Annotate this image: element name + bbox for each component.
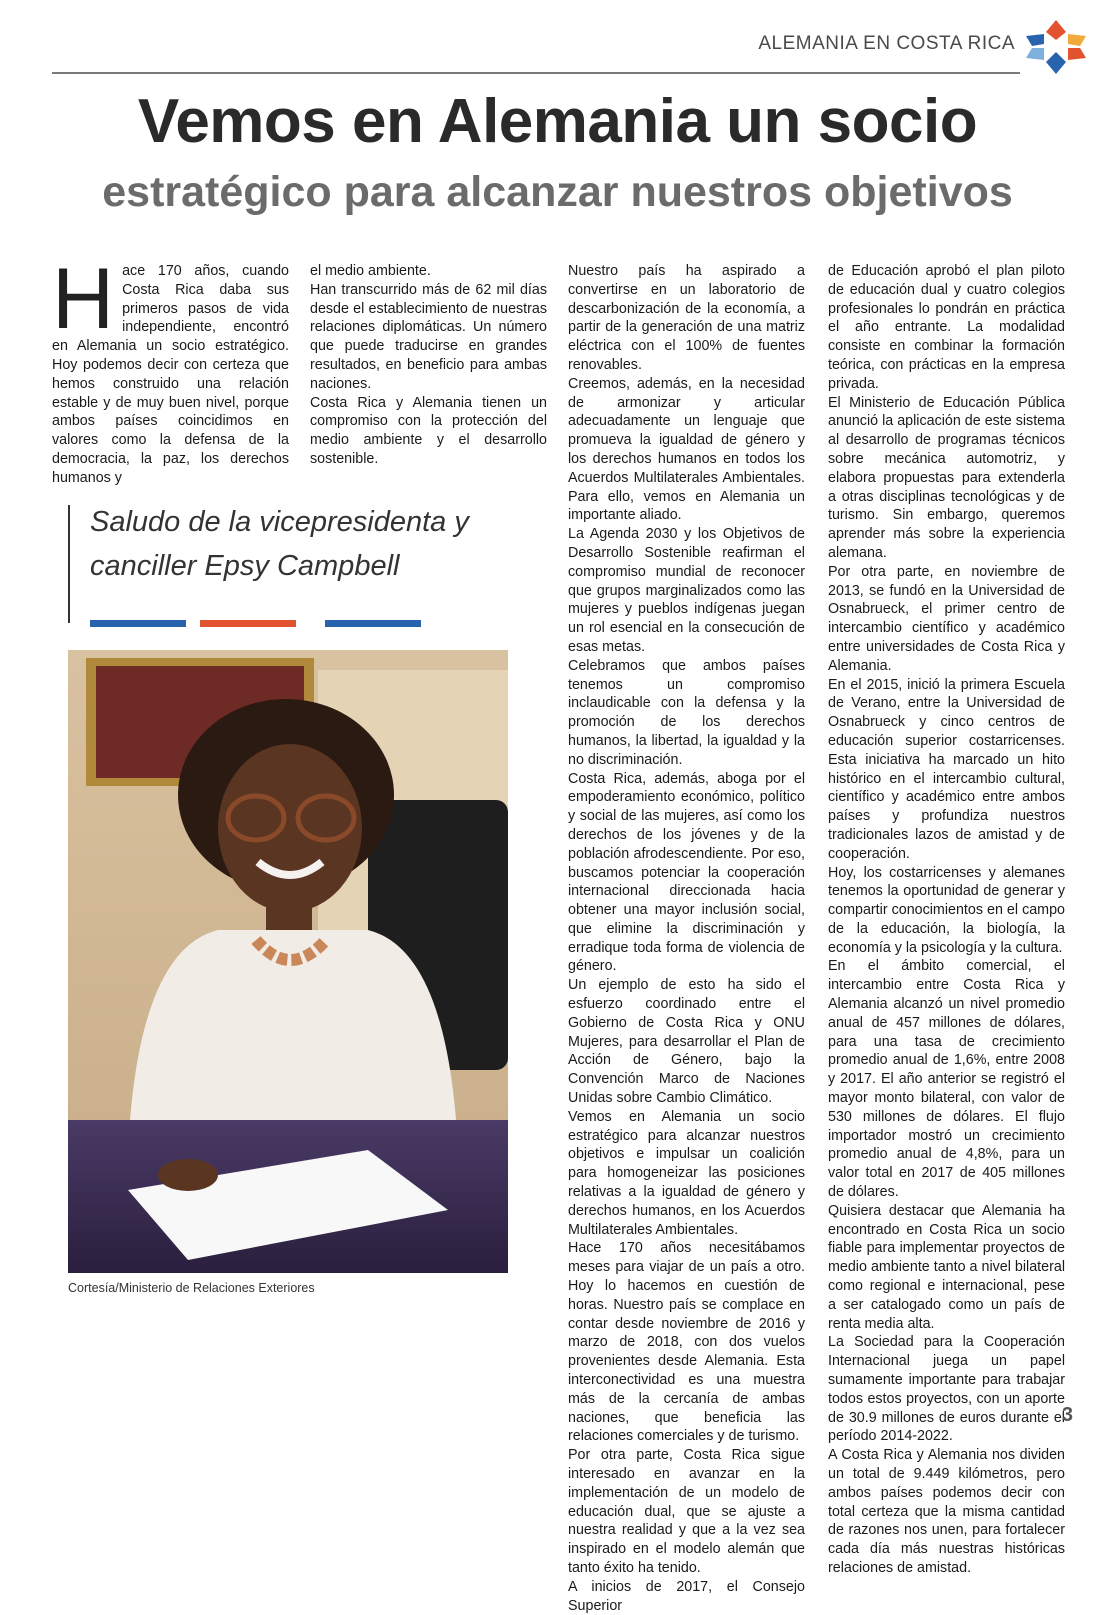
paragraph: La Sociedad para la Cooperación Internacional juega un papel sumamente importante para trabajar todos estos proyectos, con un aporte de 30.9 millones de euros durante el período 2014-2022. <box>828 1334 1065 1445</box>
paragraph: de Educación aprobó el plan piloto de educación dual y cuatro colegios profesionales lo pondrán en práctica el año entrante. La modalidad consiste en combinar la formación teórica, con prácticas en la empresa privada. <box>828 263 1065 392</box>
stripe-blue-left <box>90 620 186 627</box>
dropcap: H <box>52 251 115 347</box>
paragraph: Han transcurrido más de 62 mil días desde el establecimiento de nuestras relaciones diplomáticas. Un número que puede traducirse en grandes resultados, en beneficio para ambas naciones. <box>310 281 547 392</box>
paragraph: el medio ambiente. <box>310 263 431 279</box>
paragraph: Costa Rica, además, aboga por el empoderamiento económico, político y social de las mujeres, así como los derechos de los jóvenes y de la población afrodescendiente. Por eso, buscamos potenciar la cooperación internacional direccionada hacia obtener una mayor inclusión social, que elimine la discriminación y erradique toda forma de violencia de género. <box>568 770 805 975</box>
headline-primary: Vemos en Alemania un socio <box>137 87 978 156</box>
stripe-red <box>200 620 296 627</box>
headline-secondary: estratégico para alcanzar nuestros objetivos <box>102 168 1013 216</box>
paragraph: Un ejemplo de esto ha sido el esfuerzo coordinado entre el Gobierno de Costa Rica y ONU Mujeres, para desarrollar el Plan de Acción de Género, bajo la Convención Marco de Naciones Unidas sobre Cambio Climático. <box>568 977 805 1107</box>
paragraph: Creemos, además, en la necesidad de armonizar y articular adecuadamente un lenguaje que promueva la igualdad de género y los derechos humanos en todos los Acuerdos Multilaterales Ambientales. Para ello, vemos en Alemania un importante aliado. <box>568 375 805 524</box>
paragraph: La Agenda 2030 y los Objetivos de Desarrollo Sostenible reafirman el compromiso mundial de reconocer que grupos marginalizados como las mujeres y pueblos indígenas juegan un rol esencial en la consecución de esas metas. <box>568 526 805 655</box>
paragraph: Por otra parte, Costa Rica sigue interesado en avanzar en la implementación de un modelo de educación dual, que se ajuste a nuestra realidad y que a la vez sea inspirado en el modelo alemán que tanto éxito ha tenido. <box>568 1447 805 1576</box>
paragraph: Por otra parte, en noviembre de 2013, se fundó en la Universidad de Osnabrueck, el primer centro de intercambio científico y académico entre universidades de Costa Rica y Alemania. <box>828 563 1065 674</box>
article-column-4 <box>828 262 1065 1578</box>
paragraph: A inicios de 2017, el Consejo Superior <box>568 1578 805 1614</box>
stripe-blue-right <box>325 620 421 627</box>
paragraph: ace 170 años, cuando Costa Rica daba sus primeros pasos de vida independiente, encontró en Alemania un socio estratégico. Hoy podemos decir con certeza que hemos construido una relación estable y de muy buen nivel, porque ambos países coincidimos en valores como la defensa de la democracia, la paz, los derechos humanos y <box>52 263 289 486</box>
section-label: ALEMANIA EN COSTA RICA <box>758 33 1015 54</box>
paragraph: Costa Rica y Alemania tienen un compromiso con la protección del medio ambiente y el desarrollo sostenible. <box>310 394 547 467</box>
paragraph: Celebramos que ambos países tenemos un compromiso inclaudicable con la defensa y la promoción de los derechos humanos, la libertad, la igualdad y la no discriminación. <box>568 657 805 768</box>
star-logo-icon <box>1024 18 1088 76</box>
paragraph: Hace 170 años necesitábamos meses para viajar de un país a otro. Hoy lo hacemos en cuestión de horas. Nuestro país se complace en contar desde noviembre de 2016 y marzo de 2018, con dos vuelos provenientes desde Alemania. Esta interconectividad es una muestra más de la cercanía de ambas naciones, que beneficia las relaciones comerciales y de turismo. <box>568 1240 805 1445</box>
article-column-1 <box>52 251 289 488</box>
page-number: 3 <box>1061 1404 1073 1426</box>
portrait-photo <box>68 650 508 1273</box>
paragraph: Hoy, los costarricenses y alemanes tenemos la oportunidad de generar y compartir conocimientos en el campo de la educación, la biología, la economía y la psicología y la cultura. <box>828 864 1065 956</box>
pull-quote: Saludo de la vicepresidenta y canciller Epsy Campbell <box>90 506 469 582</box>
quote-rule <box>68 505 70 623</box>
paragraph: Vemos en Alemania un socio estratégico para alcanzar nuestros objetivos e impulsar un coalición para homogeneizar las posiciones relativas a la igualdad de género y derechos humanos, en los Acuerdos Multilaterales Ambientales. <box>568 1108 805 1238</box>
article-column-3 <box>568 262 805 1615</box>
paragraph: El Ministerio de Educación Pública anunció la aplicación de este sistema al desarrollo de programas técnicos sobre mecánica automotriz, y elabora propuestas para extenderla a otras disciplinas tecnológicas y de turismo. Sin embargo, queremos aprender más sobre la experiencia alemana. <box>828 394 1065 561</box>
photo-caption: Cortesía/Ministerio de Relaciones Exteriores <box>68 1281 315 1295</box>
article-column-2 <box>310 262 547 469</box>
paragraph: Nuestro país ha aspirado a convertirse en un laboratorio de descarbonización de la economía, a partir de la generación de una matriz eléctrica con el 100% de fuentes renovables. <box>568 263 805 373</box>
paragraph: A Costa Rica y Alemania nos dividen un total de 9.449 kilómetros, pero ambos países podemos decir con total certeza que la misma cantidad de razones nos unen, para fortalecer cada día más nuestras históricas relaciones de amistad. <box>828 1447 1065 1576</box>
paragraph: En el ámbito comercial, el intercambio entre Costa Rica y Alemania alcanzó un nivel promedio anual de 457 millones de dólares, para una tasa de crecimiento promedio anual de 1,6%, entre 2008 y 2017. El año anterior se registró el mayor monto bilateral, con valor de 530 millones de dólares. El flujo importador mostró un crecimiento promedio anual de 4,8%, para un valor total en 2017 de 405 millones de dólares. <box>828 958 1065 1201</box>
paragraph: En el 2015, inició la primera Escuela de Verano, entre la Universidad de Osnabrueck y cinco centros de educación superior costarricenses. Esta iniciativa ha marcado un hito histórico en el intercambio cultural, científico y académico entre ambos países y profundiza nuestros tradicionales lazos de amistad y de cooperación. <box>828 676 1065 862</box>
paragraph: Quisiera destacar que Alemania ha encontrado en Costa Rica un socio fiable para implementar proyectos de medio ambiente tanto a nivel bilateral como regional e internacional, pese a ser catalogado como un país de renta media alta. <box>828 1202 1065 1332</box>
header-divider <box>52 72 1020 74</box>
